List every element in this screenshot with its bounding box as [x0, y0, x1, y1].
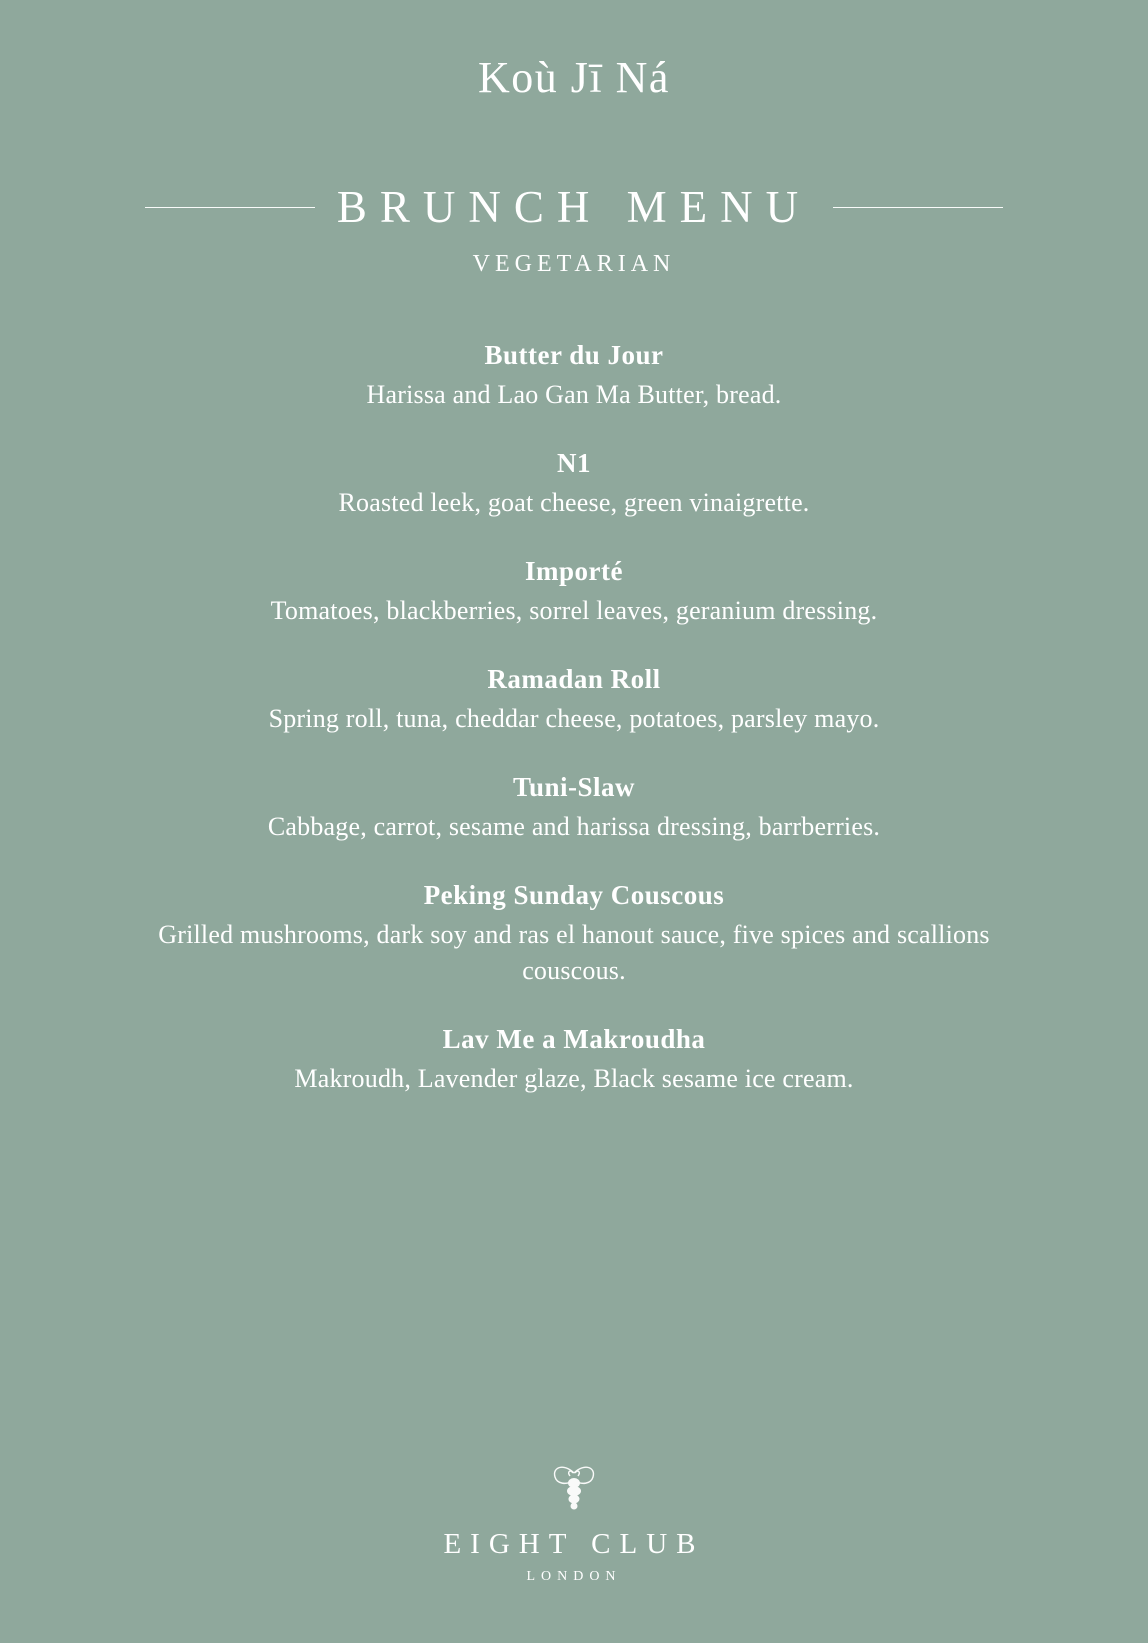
- divider-right: [833, 207, 1003, 208]
- menu-header: [0, 181, 1148, 278]
- restaurant-name: Koù Jī Ná: [478, 53, 670, 102]
- menu-title: BRUNCH MENU: [336, 182, 812, 232]
- menu-item: [90, 772, 1058, 844]
- brand-city: LONDON: [526, 1569, 622, 1584]
- menu-item-name: Tuni-Slaw: [512, 772, 636, 803]
- menu-item-description: Grilled mushrooms, dark soy and ras el hanout sauce, five spices and scallions couscous.: [158, 920, 990, 985]
- menu-item-name: Peking Sunday Couscous: [423, 880, 725, 911]
- menu-item-description: Tomatoes, blackberries, sorrel leaves, geranium dressing.: [270, 596, 878, 626]
- menu-item: [90, 448, 1058, 520]
- menu-item-name: N1: [557, 448, 591, 479]
- menu-item: [90, 556, 1058, 628]
- menu-item: [90, 340, 1058, 412]
- menu-item-description: Roasted leek, goat cheese, green vinaigrette.: [338, 488, 810, 518]
- footer: [0, 1461, 1148, 1585]
- menu-item-description: Cabbage, carrot, sesame and harissa dressing, barrberries.: [267, 812, 881, 842]
- brand-name: EIGHT CLUB: [443, 1528, 705, 1560]
- menu-subtitle: VEGETARIAN: [472, 251, 676, 277]
- menu-item-description: Harissa and Lao Gan Ma Butter, bread.: [366, 380, 782, 409]
- menu-item: [90, 880, 1058, 987]
- menu-items-list: [0, 340, 1148, 1096]
- menu-item-name: Importé: [525, 556, 623, 587]
- menu-item-name: Butter du Jour: [484, 340, 664, 370]
- menu-title-row: [0, 181, 1148, 233]
- menu-item-description: Spring roll, tuna, cheddar cheese, potatoes, parsley mayo.: [268, 704, 880, 734]
- divider-left: [145, 207, 315, 208]
- menu-item: [90, 1024, 1058, 1096]
- menu-item-name: Lav Me a Makroudha: [442, 1023, 706, 1054]
- menu-item-description: Makroudh, Lavender glaze, Black sesame ice cream.: [294, 1063, 854, 1093]
- menu-item-name: Ramadan Roll: [487, 664, 661, 695]
- menu-item: [90, 664, 1058, 736]
- bee-icon: [0, 1461, 1148, 1518]
